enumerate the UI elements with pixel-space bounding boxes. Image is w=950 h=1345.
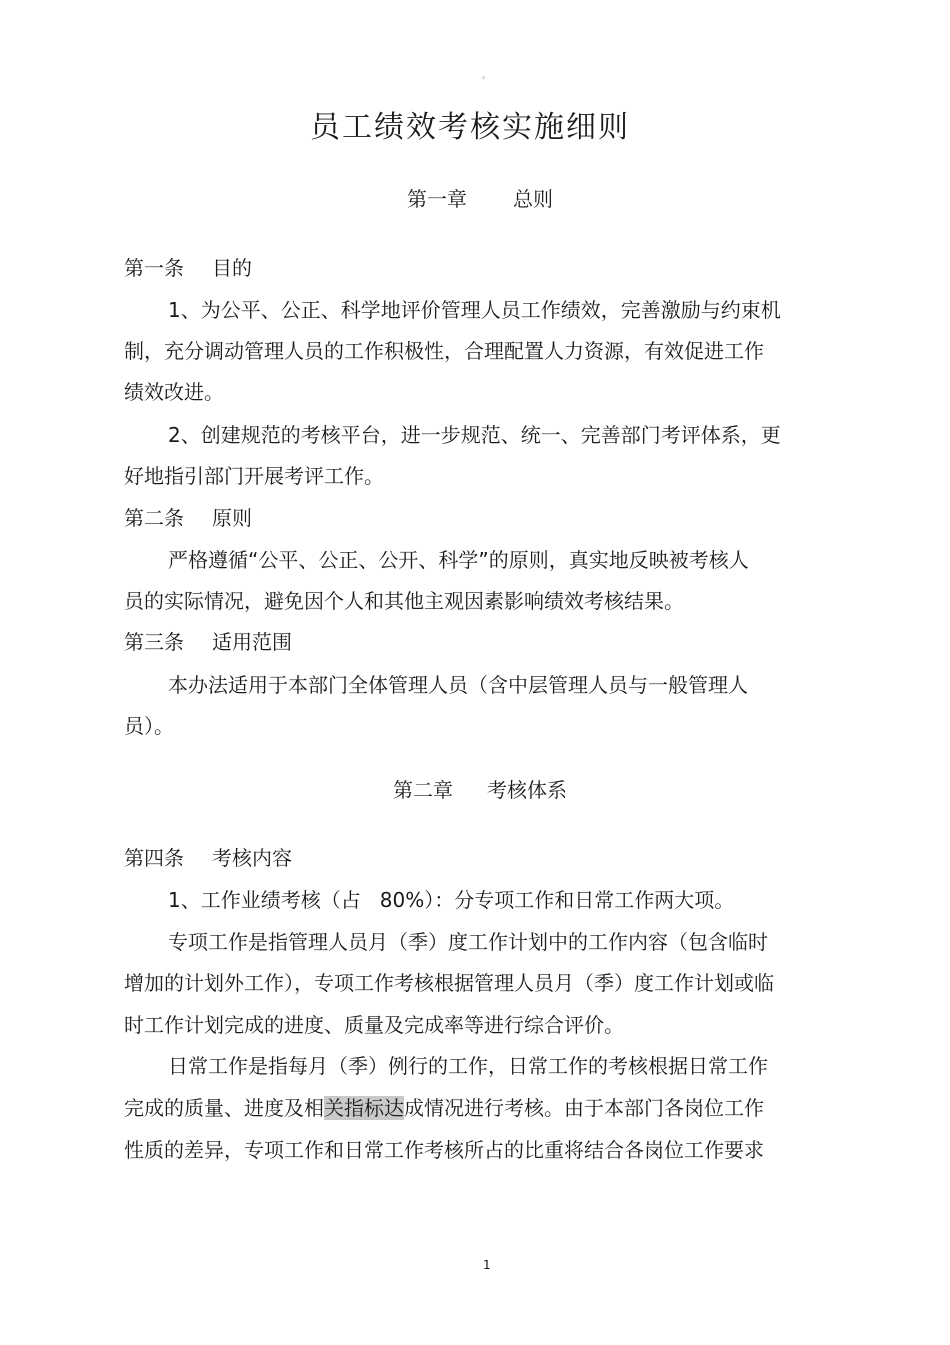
article-4-number: 第四条 bbox=[124, 846, 184, 870]
paragraph-line: 本办法适用于本部门全体管理人员（含中层管理人员与一般管理人 bbox=[168, 673, 748, 697]
article-3-number: 第三条 bbox=[124, 630, 184, 654]
article-4-heading bbox=[124, 844, 292, 872]
document-title: 员工绩效考核实施细则 bbox=[310, 110, 630, 145]
chapter-2-heading bbox=[0, 775, 950, 805]
chapter-2-name: 考核体系 bbox=[487, 778, 567, 802]
chapter-2-number: 第二章 bbox=[393, 778, 453, 802]
paragraph-line: 1、为公平、公正、科学地评价管理人员工作绩效，完善激励与约束机 bbox=[168, 298, 781, 322]
paragraph-line: 员的实际情况，避免因个人和其他主观因素影响绩效考核结果。 bbox=[124, 589, 684, 613]
article-3-name: 适用范围 bbox=[212, 630, 292, 654]
paragraph-line: 性质的差异，专项工作和日常工作考核所占的比重将结合各岗位工作要求 bbox=[124, 1138, 764, 1162]
paragraph-line: 绩效改进。 bbox=[124, 380, 224, 404]
article-1-number: 第一条 bbox=[124, 256, 184, 280]
article-1-heading bbox=[124, 254, 252, 282]
paragraph-line: 员）。 bbox=[124, 714, 174, 738]
paragraph-line: 制，充分调动管理人员的工作积极性，合理配置人力资源，有效促进工作 bbox=[124, 339, 764, 363]
article-1-name: 目的 bbox=[212, 256, 252, 280]
article-2-name: 原则 bbox=[212, 506, 252, 530]
text-segment: 完成的质量、进度及相 bbox=[124, 1096, 324, 1120]
paragraph-line: 1、工作业绩考核（占 80%）：分专项工作和日常工作两大项。 bbox=[168, 888, 735, 912]
text-segment: 成情况进行考核。由于本部门各岗位工作 bbox=[404, 1096, 764, 1120]
highlighted-text: 关指标达 bbox=[324, 1096, 404, 1120]
paragraph-line: 严格遵循“公平、公正、公开、科学”的原则，真实地反映被考核人 bbox=[168, 548, 749, 572]
paragraph-line: 2、创建规范的考核平台，进一步规范、统一、完善部门考评体系，更 bbox=[168, 423, 781, 447]
article-3-heading bbox=[124, 628, 292, 656]
chapter-1-number: 第一章 bbox=[407, 187, 467, 211]
page-number: 1 bbox=[483, 1258, 491, 1272]
paragraph-line: 增加的计划外工作），专项工作考核根据管理人员月（季）度工作计划或临 bbox=[124, 971, 774, 995]
chapter-1-name: 总则 bbox=[513, 187, 553, 211]
paragraph-line: 日常工作是指每月（季）例行的工作，日常工作的考核根据日常工作 bbox=[168, 1054, 768, 1078]
article-2-number: 第二条 bbox=[124, 506, 184, 530]
paragraph-line bbox=[124, 1094, 764, 1122]
header-mark: 。 bbox=[482, 71, 492, 81]
chapter-1-heading bbox=[0, 184, 950, 214]
paragraph-line: 专项工作是指管理人员月（季）度工作计划中的工作内容（包含临时 bbox=[168, 930, 768, 954]
paragraph-line: 时工作计划完成的进度、质量及完成率等进行综合评价。 bbox=[124, 1013, 624, 1037]
paragraph-line: 好地指引部门开展考评工作。 bbox=[124, 464, 384, 488]
article-4-name: 考核内容 bbox=[212, 846, 292, 870]
article-2-heading bbox=[124, 504, 252, 532]
